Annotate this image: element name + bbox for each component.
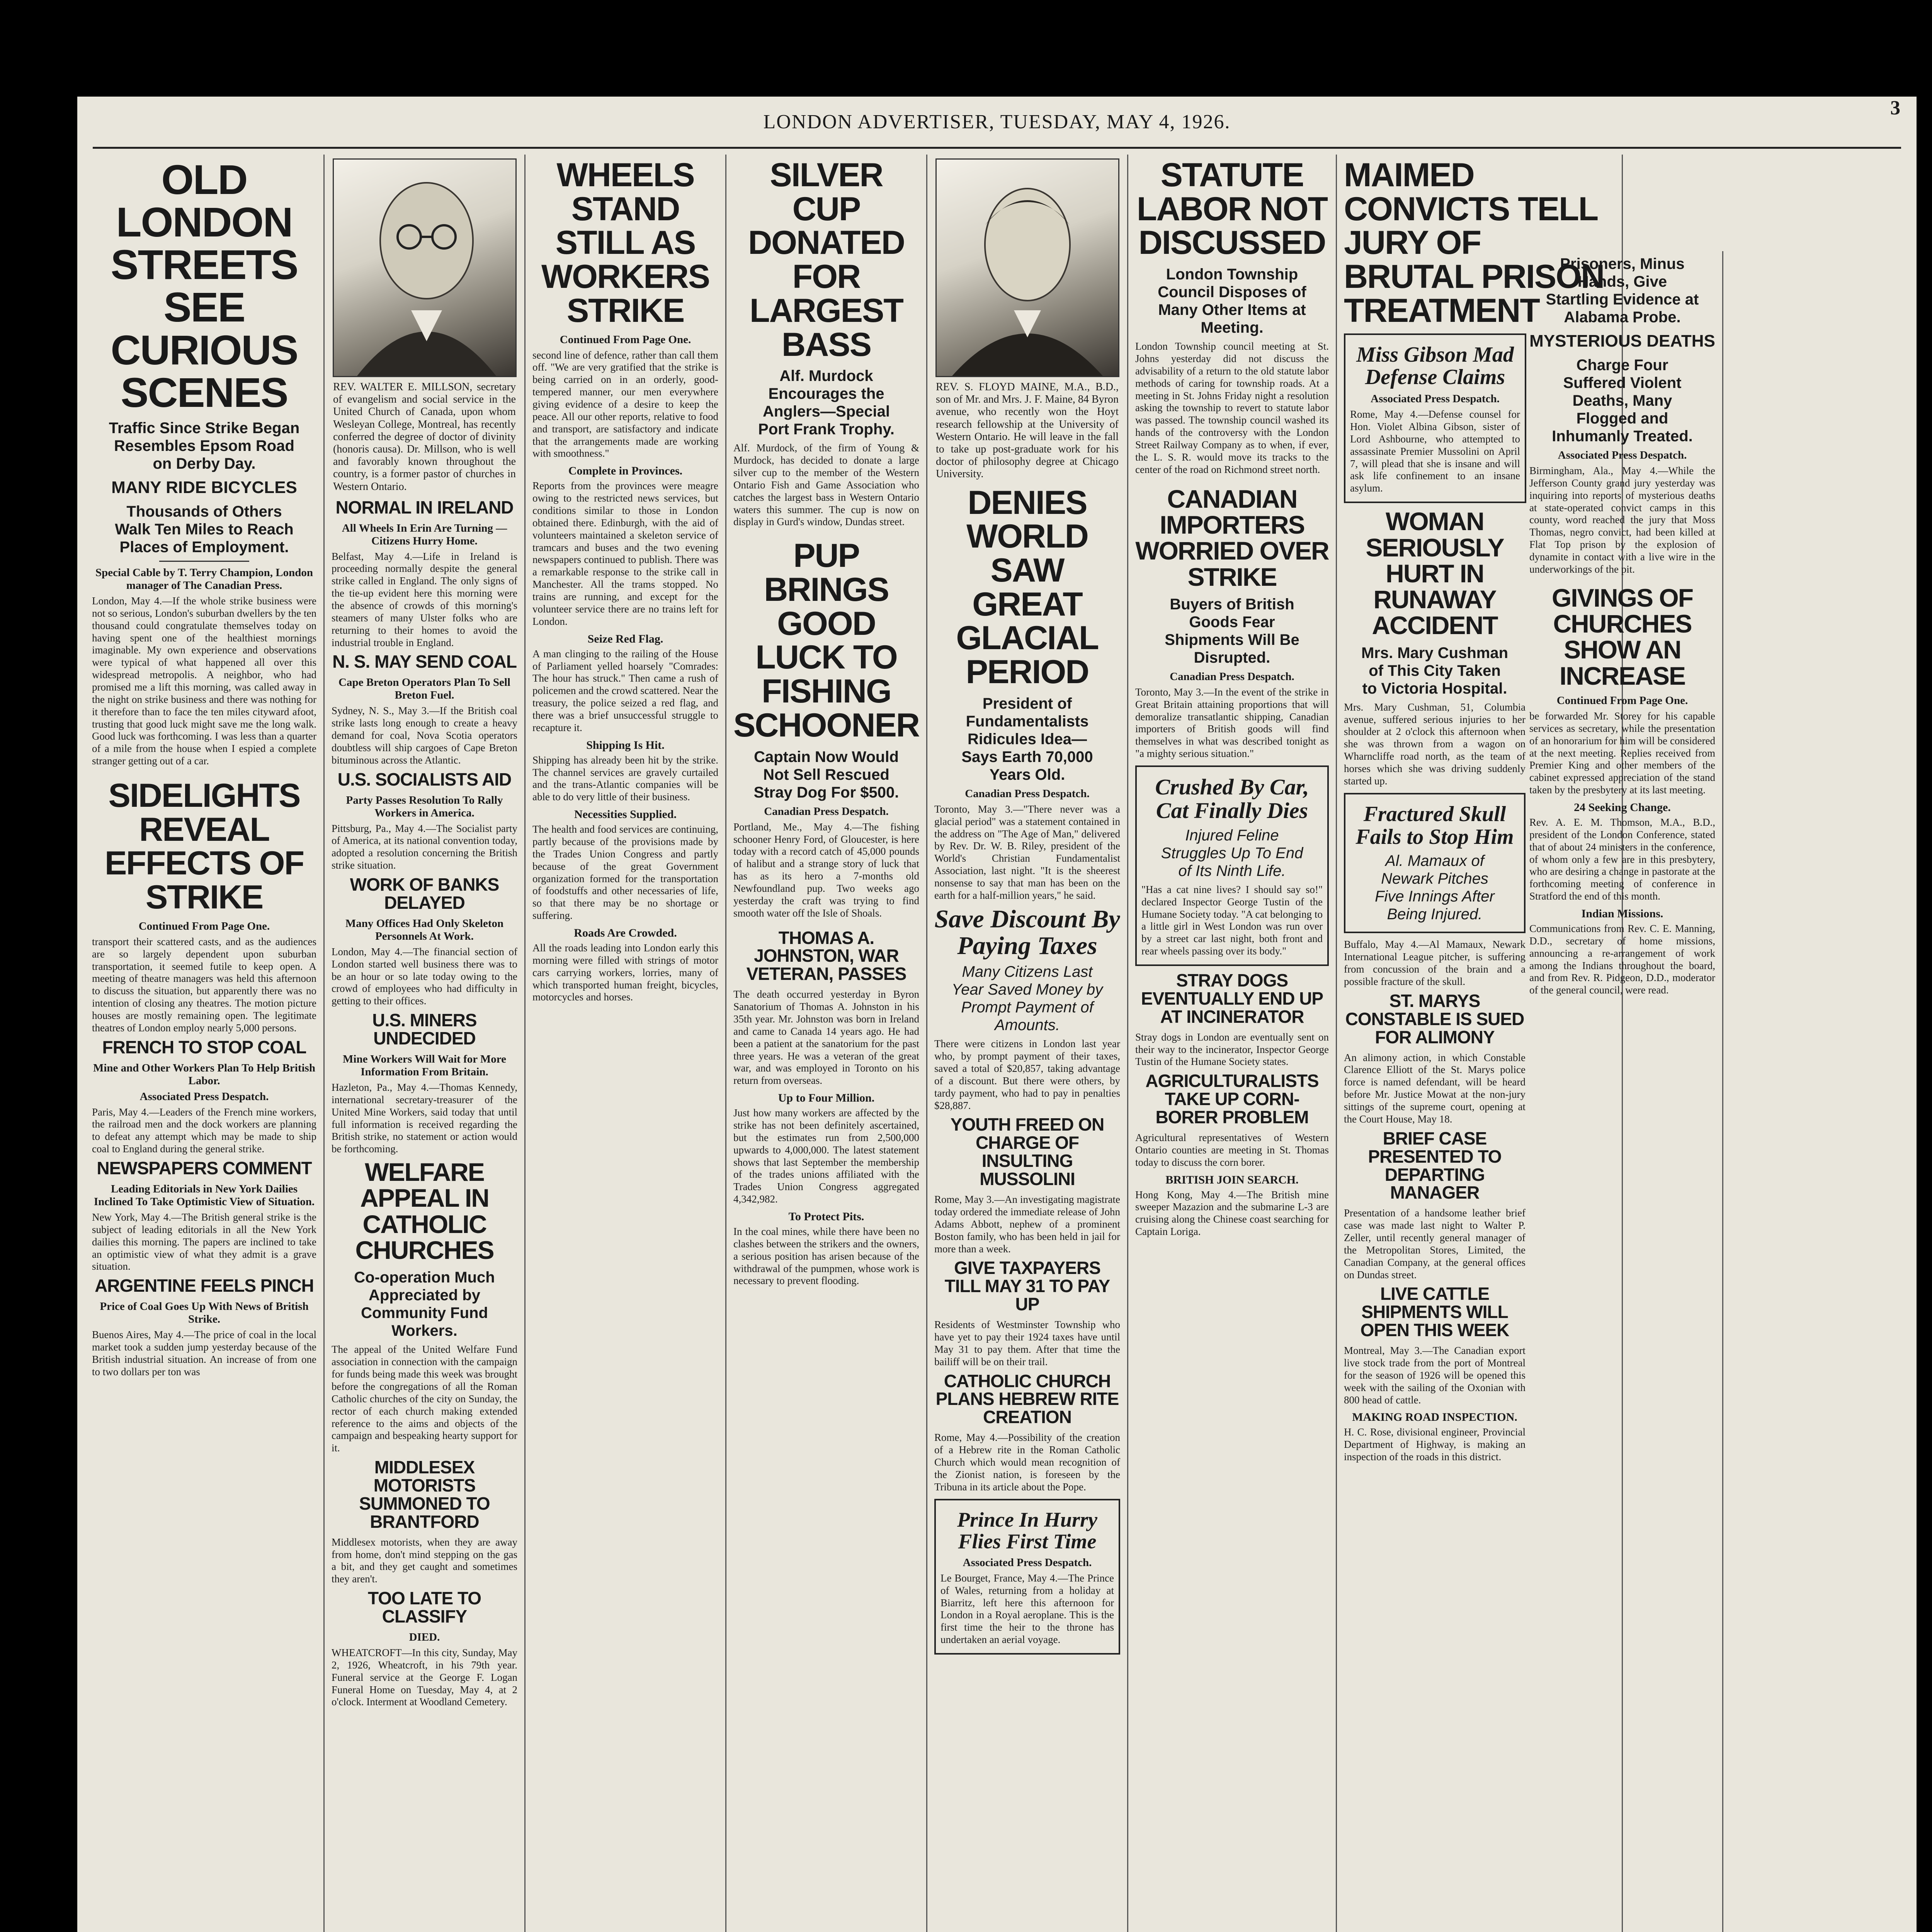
deck: Party Passes Resolution To Rally Workers in America. [346, 794, 503, 819]
article-body: Residents of Westminster Township who have yet to pay their 1924 taxes have until May 31 to pay them. After that time the bailiff will be on their trail. [934, 1319, 1120, 1367]
left-subcolumn [1344, 509, 1526, 1463]
article-body: Hazleton, Pa., May 4.—Thomas Kennedy, international secretary-treasurer of the United Mine Workers, said today that until full information is received regarding the British strike, no statement or action would be forthcoming. [332, 1081, 517, 1155]
headline: THOMAS A. JOHNSTON, WAR VETERAN, PASSES [746, 927, 906, 984]
article-body: Portland, Me., May 4.—The fishing schooner Henry Ford, of Gloucester, is here today with a record catch of 45,000 pounds of halibut and a strange story of luck that has as its hero a 7-months old Newfoundland pup. Two weeks ago yesterday the craft was trying to find smooth water off the Isle of Shoals. [733, 821, 919, 919]
column-6 [1128, 155, 1337, 1932]
headline: Save Discount By Paying Taxes [934, 905, 1120, 960]
headline: STRAY DOGS EVENTUALLY END UP AT INCINERATOR [1141, 970, 1323, 1027]
headline: WOMAN SERIOUSLY HURT IN RUNAWAY ACCIDENT [1366, 507, 1504, 640]
side-head: Indian Missions. [1581, 907, 1663, 920]
article-body: be forwarded Mr. Storey for his capable services as secretary, while the presentation of an honorarium for him will be considered at the next meeting. Replies received from Premier King and other members of the cabinet expressed appreciation of the stand taken by the presbytery at its last meeting. [1529, 710, 1715, 796]
deck: Injured Feline Struggles Up To End of Its Ninth Life. [1161, 827, 1303, 879]
page-number: 3 [1890, 97, 1901, 119]
article-body: The health and food services are continuing, partly because of the provisions made by the Trades Union Congress and partly because of the great Government organization formed for the transportation of foodstuffs and other necessaries of life, so that there may be no shortage or suffering. [532, 823, 718, 922]
deck: Buyers of British Goods Fear Shipments Will Be Disrupted. [1165, 595, 1299, 666]
deck: Co-operation Much Appreciated by Community Fund Workers. [354, 1269, 495, 1340]
continued-line: Continued From Page One. [138, 920, 270, 932]
credit-line: Canadian Press Despatch. [764, 805, 889, 818]
column-2 [325, 155, 526, 1932]
article-body: H. C. Rose, divisional engineer, Provincial Department of Highway, is making an inspection of the roads in this district. [1344, 1426, 1526, 1463]
side-head: Roads Are Crowded. [574, 926, 677, 939]
headline: ARGENTINE FEELS PINCH [95, 1276, 314, 1296]
article-body: Middlesex motorists, when they are away from home, don't mind stepping on the gas a bit, and they get caught and sometimes they aren't. [332, 1536, 517, 1585]
headline: WHEELS STAND STILL AS WORKERS STRIKE [541, 156, 710, 329]
headline: U.S. MINERS UNDECIDED [372, 1010, 477, 1049]
credit-line: Associated Press Despatch. [1558, 449, 1687, 461]
article-body: Rome, May 4.—Defense counsel for Hon. Violet Albina Gibson, sister of Lord Ashbourne, who attempted to assassinate Premier Mussolini on April 7, will plead that she is insane and will ask life confinement to an insane asylum. [1350, 408, 1520, 494]
headline: GIVE TAXPAYERS TILL MAY 31 TO PAY UP [944, 1258, 1110, 1315]
article-body: Sydney, N. S., May 3.—If the British coal strike lasts long enough to create a heavy demand for coal, Nova Scotia operators doubtless will ship cargoes of Cape Breton bituminous across the Atlantic. [332, 705, 517, 766]
byline: Special Cable by T. Terry Champion, London manager of The Canadian Press. [95, 566, 313, 592]
portrait-photo [935, 158, 1119, 377]
side-head: To Protect Pits. [788, 1210, 864, 1223]
deck: Captain Now Would Not Sell Rescued Stray Dog For $500. [753, 748, 899, 801]
headline: WELFARE APPEAL IN CATHOLIC CHURCHES [355, 1158, 494, 1265]
article-body: A man clinging to the railing of the House of Parliament yelled hoarsely "Comrades: The hour has struck." Then came a rush of policemen and the crowd scattered. Near the treasury, the police seized a red flag, and there was a brief unsuccessful struggle to recapture it. [532, 648, 718, 733]
deck: Many Citizens Last Year Saved Money by Prompt Payment of Amounts. [951, 963, 1103, 1034]
column-5 [927, 155, 1128, 1932]
article-body: Belfast, May 4.—Life in Ireland is proceeding normally despite the general strike called in England. The only signs of the tie-up evident here this morning were the absence of crowds of this morning's steamers of many Ulster folks who are returning to their homes to avoid the industrial trouble in England. [332, 550, 517, 648]
article-body: Just how many workers are affected by the strike has not been definitely ascertained, but the estimates run from 2,500,000 upwards to 4,000,000. The latest statement shows that last September the membership of the trades unions affiliated with the Trades Union Congress aggregated 4,342,982. [733, 1107, 919, 1205]
article-body: Shipping has already been hit by the strike. The channel services are gravely curtailed and the trans-Atlantic companies will be able to do very little of their business. [532, 754, 718, 803]
headline: Prince In Hurry Flies First Time [957, 1508, 1098, 1553]
deck: Mrs. Mary Cushman of This City Taken to Victoria Hospital. [1361, 644, 1509, 697]
article-body: Hong Kong, May 4.—The British mine sweeper Mazazion and the submarine L-3 are cruising along the Chinese coast searching for Captain Loriga. [1135, 1189, 1329, 1238]
continued-line: Continued From Page One. [1556, 694, 1688, 707]
boxed-article [1344, 333, 1526, 503]
article-body: The appeal of the United Welfare Fund association in connection with the campaign for funds being made this week was brought before the congregations of all the Roman Catholic churches of the city on Sunday, the rector of each church making extended reference to the aims and objects of the campaign and bespeaking hearty support for it. [332, 1344, 517, 1454]
divider [159, 561, 249, 562]
headline: NORMAL IN IRELAND [335, 497, 514, 517]
headline: N. S. MAY SEND COAL [332, 651, 517, 672]
headline: WORK OF BANKS DELAYED [350, 874, 499, 913]
side-head: 24 Seeking Change. [1574, 801, 1671, 814]
article-body: Pittsburg, Pa., May 4.—The Socialist party of America, at its national convention today, adopted a resolution concerning the British strike situation. [332, 822, 517, 871]
subhead: MYSTERIOUS DEATHS [1529, 332, 1715, 350]
side-head: Shipping Is Hit. [586, 738, 665, 752]
article-body: London, May 4.—If the whole strike business were not so serious, London's suburban dwellers by the ten thousand could congratulate themselves today on having spent one of the healthiest mornings imaginable. My own experience and observations were typical of what happened all over this widespread metropolis. A neighbor, who had promised me a lift this morning, was called away in the night on strike business and there was nothing for it therefore than to face the ten miles cityward afoot, trusting that good luck might save me the long walk. Good luck was forthcoming. I was less than a quarter of a mile from the house when I espied a complete stranger getting out of a car. [92, 595, 316, 767]
credit-line: Associated Press Despatch. [139, 1090, 269, 1103]
article-body: Buffalo, May 4.—Al Mamaux, Newark International League pitcher, is suffering from concussion of the brain and a possible fracture of the skull. [1344, 939, 1526, 987]
headline: LIVE CATTLE SHIPMENTS WILL OPEN THIS WEEK [1360, 1284, 1509, 1340]
headline: Crushed By Car, Cat Finally Dies [1155, 774, 1309, 823]
article-body: An alimony action, in which Constable Clarence Elliott of the St. Marys police force is named defendant, will be heard before Mr. Justice Mowat at the non-jury sittings of the supreme court, opening at the Court House, May 18. [1344, 1051, 1526, 1125]
headline: NEWSPAPERS COMMENT [97, 1158, 312, 1179]
article-body: transport their scattered casts, and as the audiences are so largely dependent upon suburban transportation, it seemed futile to keep open. A meeting of theatre managers was held this afternoon to discuss the situation, but apparently there was no intention of closing any theatres. The motion picture houses are mostly remaining open. The legitimate theatres of London employ nearly 5,000 persons. [92, 935, 316, 1034]
deck: Alf. Murdock Encourages the Anglers—Special Port Frank Trophy. [758, 367, 895, 438]
deck: Prisoners, Minus Hands, Give Startling Evidence at Alabama Probe. [1546, 255, 1699, 326]
article-body: London, May 4.—The financial section of London started well business there was to be an hour or so late today owing to the crowd of employees who had difficulty in getting to their offices. [332, 946, 517, 1007]
headline: FRENCH TO STOP COAL [102, 1037, 306, 1057]
article-body: In the coal mines, while there have been no clashes between the strikers and the owners, a serious position has arisen because of the withdrawal of the pumpmen, whose work is necessary to prevent flooding. [733, 1225, 919, 1287]
headline: Fractured Skull Fails to Stop Him [1355, 802, 1514, 849]
article-body: There were citizens in London last year who, by prompt payment of their taxes, saved a total of $20,857, taking advantage of a discount. But there were others, by tardy payment, who had to pay in penalties $28,887. [934, 1038, 1120, 1111]
portrait-illustration [334, 160, 515, 376]
headline: CATHOLIC CHURCH PLANS HEBREW RITE CREATION [935, 1371, 1119, 1427]
continued-line: Continued From Page One. [560, 333, 691, 346]
credit-line: Canadian Press Despatch. [1170, 670, 1294, 683]
article-body: "Has a cat nine lives? I should say so!" declared Inspector George Tustin of the Humane Society today. "A cat belonging to a little girl in West London was run over by a street car last night, both front and rear wheels passing over its body." [1141, 883, 1323, 957]
article-body: London Township council meeting at St. Johns yesterday did not discuss the advisability of a return to the old statute labor methods of caring for township roads. At a meeting in St. Johns Friday night a resolution asking the township to revert to statute labor was passed. The township council washed its hands of the controversy with the London Street Railway Company as to when, if ever, the L. S. R. would move its tracks to the center of the road on Richmond street north. [1135, 340, 1329, 475]
article-body: New York, May 4.—The British general strike is the subject of leading editorials in all the New York dailies this morning. The papers are inclined to take an optimistic view of what they admit is a grave situation. [92, 1211, 316, 1272]
subhead: MANY RIDE BICYCLES [111, 478, 297, 497]
deck: All Wheels In Erin Are Turning — Citizens Hurry Home. [342, 522, 507, 547]
headline: TOO LATE TO CLASSIFY [367, 1588, 481, 1627]
article-body: The death occurred yesterday in Byron Sanatorium of Thomas A. Johnston in his 35th year. Mr. Johnston was born in Ireland and came to Canada 14 years ago. He had been a patient at the sanatorium for the past three years. He was a veteran of the great war, and was employed in Toronto on his return from overseas. [733, 988, 919, 1087]
article-body: Reports from the provinces were meagre owing to the restricted news services, but conditions similar to those in London obtained there. Edinburgh, with the aid of volunteers maintained a skeleton service of tramcars and buses and the two evening newspapers continued to publish. There was a remarkable response to the strike call in Manchester. All the trams stopped. No trains are running, and except for the volunteer service there are no trains left for London. [532, 480, 718, 627]
headline: DENIES WORLD SAW GREAT GLACIAL PERIOD [956, 484, 1099, 691]
newspaper-page [77, 97, 1917, 1932]
headline: YOUTH FREED ON CHARGE OF INSULTING MUSSOLINI [950, 1114, 1104, 1189]
headline: BRIEF CASE PRESENTED TO DEPARTING MANAGER [1368, 1128, 1502, 1203]
headline: OLD LONDON STREETS SEE CURIOUS SCENES [111, 156, 298, 416]
headline: MAIMED CONVICTS TELL JURY OF BRUTAL PRISON TREATMENT [1344, 156, 1604, 329]
portrait-illustration [937, 160, 1118, 376]
article-body: Alf. Murdock, of the firm of Young & Murdock, has decided to donate a large silver cup to the member of the Western Ontario Fish and Game Association who catches the largest bass in Western Ontario waters this summer. The cup is now on display in Gurd's window, Dundas street. [733, 442, 919, 528]
boxed-article [1135, 765, 1329, 966]
side-head: Seize Red Flag. [587, 632, 663, 645]
side-head: MAKING ROAD INSPECTION. [1352, 1411, 1517, 1424]
deck: Price of Coal Goes Up With News of British Strike. [100, 1300, 309, 1326]
article-body: Rev. A. E. M. Thomson, M.A., B.D., president of the London Conference, stated that of about 24 ministers in the conference, of whom only a few are in this presbytery, who are desiring a change in pastorate at the forthcoming meeting of conference in Stratford the end of this month. [1529, 816, 1715, 902]
credit-line: Associated Press Despatch. [963, 1556, 1092, 1569]
deck: Many Offices Had Only Skeleton Personnels At Work. [345, 917, 504, 942]
deck: Mine and Other Workers Plan To Help British Labor. [93, 1061, 315, 1087]
headline: MIDDLESEX MOTORISTS SUMMONED TO BRANTFORD [359, 1457, 490, 1532]
side-head: Up to Four Million. [778, 1092, 875, 1105]
portrait-photo [333, 158, 517, 377]
headline: SILVER CUP DONATED FOR LARGEST BASS [748, 156, 905, 363]
masthead [93, 97, 1901, 147]
deck: Al. Mamaux of Newark Pitches Five Innings After Being Injured. [1375, 852, 1495, 923]
article-body: Rome, May 3.—An investigating magistrate today ordered the immediate release of John Adams Abbott, nephew of a prominent Boston family, who has been held in jail for more than a week. [934, 1194, 1120, 1255]
article-body: Mrs. Mary Cushman, 51, Columbia avenue, suffered serious injuries to her shoulder at 2 o'clock this afternoon when she was thrown from a wagon on Wharncliffe road north, as the team of horses which she was driving suddenly started up. [1344, 701, 1526, 787]
photo-caption: REV. WALTER E. MILLSON, secretary of evangelism and social service in the United Church of Canada, upon whom Wesleyan College, Montreal, has recently conferred the degree of doctor of divinity (honoris causa). Dr. Millson, who is well and favorably known throughout the country, is a former pastor of churches in Western Ontario. [333, 381, 516, 493]
deck: Thousands of Others Walk Ten Miles to Reach Places of Employment. [115, 503, 294, 556]
deck: President of Fundamentalists Ridicules Idea—Says Earth 70,000 Years Old. [961, 695, 1093, 783]
article-body: Communications from Rev. C. E. Manning, D.D., secretary of home missions, announcing a re-arrangement of work among the Indians throughout the board, and from Rev. R. Pidgeon, D.D., moderator of the general council, were read. [1529, 923, 1715, 996]
headline: GIVINGS OF CHURCHES SHOW AN INCREASE [1551, 583, 1693, 690]
article-body: Paris, May 4.—Leaders of the French mine workers, the railroad men and the dock workers are planning to defeat any attempt which may be made to ship coal to England during the general strike. [92, 1106, 316, 1155]
side-head: Complete in Provinces. [568, 464, 683, 478]
article-body: second line of defence, rather than call them off. "We are very gratified that the strike is being carried on in an orderly, good-tempered manner, our men everywhere giving evidence of a desire to keep the peace. All our other reports, relative to food and transport, are satisfactory and indicate that the arrangements made are working with smoothness." [532, 349, 718, 459]
article-body: Le Bourget, France, May 4.—The Prince of Wales, returning from a holiday at Biarritz, left here this afternoon for London in a Royal aeroplane. This is the first time the heir to the throne has undertaken an aerial voyage. [940, 1572, 1114, 1646]
headline: PUP BRINGS GOOD LUCK TO FISHING SCHOONER [733, 537, 919, 744]
headline: Miss Gibson Mad Defense Claims [1356, 342, 1514, 389]
boxed-article [1344, 793, 1526, 934]
boxed-article [934, 1499, 1120, 1655]
article-body: Birmingham, Ala., May 4.—While the Jefferson County grand jury yesterday was inquiring into reports of mysterious deaths at state-operated convict camps in this county, word reached the jury that Moss Thomas, negro convict, had been killed at Flat Top prison by the explosion of dynamite in contact with a live wire in the underworkings of the pit. [1529, 465, 1715, 575]
column-1 [85, 155, 325, 1932]
headline: CANADIAN IMPORTERS WORRIED OVER STRIKE [1135, 484, 1329, 591]
subhead: DIED. [409, 1631, 440, 1643]
side-head: Necessities Supplied. [574, 808, 677, 821]
article-body: WHEATCROFT—In this city, Sunday, May 2, 1926, Wheatcroft, in his 79th year. Funeral service at the George F. Logan Funeral Home on Tuesday, May 4, at 2 o'clock. Interment at Woodland Cemetery. [332, 1646, 517, 1708]
headline: SIDELIGHTS REVEAL EFFECTS OF STRIKE [104, 777, 304, 916]
deck: Traffic Since Strike Began Resembles Epsom Road on Derby Day. [109, 419, 300, 472]
headline: STATUTE LABOR NOT DISCUSSED [1136, 156, 1328, 262]
deck: Cape Breton Operators Plan To Sell Breton Fuel. [338, 676, 510, 702]
headline: U.S. SOCIALISTS AID [337, 769, 512, 789]
article-body: All the roads leading into London early this morning were filled with strings of motor cars carrying workers, lorries, many of which transported human freight, bicycles, motorcycles and horses. [532, 942, 718, 1003]
credit-line: Associated Press Despatch. [1371, 393, 1500, 405]
column-4 [726, 155, 927, 1932]
credit-line: Canadian Press Despatch. [965, 787, 1090, 800]
article-body: Presentation of a handsome leather brief case was made last night to Walter P. Zeller, until recently general manager of the Metropolitan Stores, Limited, the Canadian Company, at the general offices on Dundas street. [1344, 1207, 1526, 1281]
masthead-rule [93, 147, 1901, 149]
headline: ST. MARYS CONSTABLE IS SUED FOR ALIMONY [1345, 990, 1524, 1047]
deck: London Township Council Disposes of Many Other Items at Meeting. [1158, 266, 1306, 337]
side-head: BRITISH JOIN SEARCH. [1165, 1173, 1299, 1186]
deck: Charge Four Suffered Violent Deaths, Many Flogged and Inhumanly Treated. [1552, 357, 1693, 445]
article-body: Toronto, May 3.—"There never was a glacial period" was a statement contained in the address on "The Age of Man," delivered by Rev. Dr. W. B. Riley, president of the World's Christian Fundamentalist Association, last night. "It is the sheerest nonsense to say that man has been on the earth for a half-million years," he said. [934, 803, 1120, 901]
article-body: Stray dogs in London are eventually sent on their way to the incinerator, Inspector George Tustin of the Humane Society states. [1135, 1031, 1329, 1068]
article-body: Toronto, May 3.—In the event of the strike in Great Britain attaining proportions that will demoralize transatlantic shipping, Canadian importers of British goods will find themselves in what was described tonight as "a mighty serious situation." [1135, 686, 1329, 760]
article-body: Buenos Aires, May 4.—The price of coal in the local market took a sudden jump yesterday because of the British industrial situation. An increase of from one to two dollars per ton was [92, 1329, 316, 1378]
column-3 [526, 155, 726, 1932]
deck: Leading Editorials in New York Dailies Inclined To Take Optimistic View of Situation. [94, 1182, 315, 1208]
column-8 [1522, 251, 1723, 1932]
article-body: Montreal, May 3.—The Canadian export live stock trade from the port of Montreal for the season of 1926 will be opened this week with the sailing of the Oxonian with 800 head of cattle. [1344, 1345, 1526, 1406]
headline: AGRICULTURALISTS TAKE UP CORN-BORER PROBLEM [1145, 1071, 1319, 1128]
deck: Mine Workers Will Wait for More Information From Britain. [343, 1053, 506, 1078]
article-body: Rome, May 4.—Possibility of the creation of a Hebrew rite in the Roman Catholic Church which would mean recognition of the Zionist nation, is foreseen by the Tribuna in its article about the Pope. [934, 1432, 1120, 1493]
masthead-title: LONDON ADVERTISER, TUESDAY, MAY 4, 1926. [763, 111, 1231, 133]
article-body: Agricultural representatives of Western Ontario counties are meeting in St. Thomas today to discuss the corn borer. [1135, 1131, 1329, 1168]
photo-caption: REV. S. FLOYD MAINE, M.A., B.D., son of Mr. and Mrs. J. F. Maine, 84 Byron avenue, who recently won the Hoyt research fellowship at the University of Western Ontario. He will leave in the fall to take up post-graduate work for his doctor of philosophy degree at Chicago University. [936, 381, 1119, 480]
